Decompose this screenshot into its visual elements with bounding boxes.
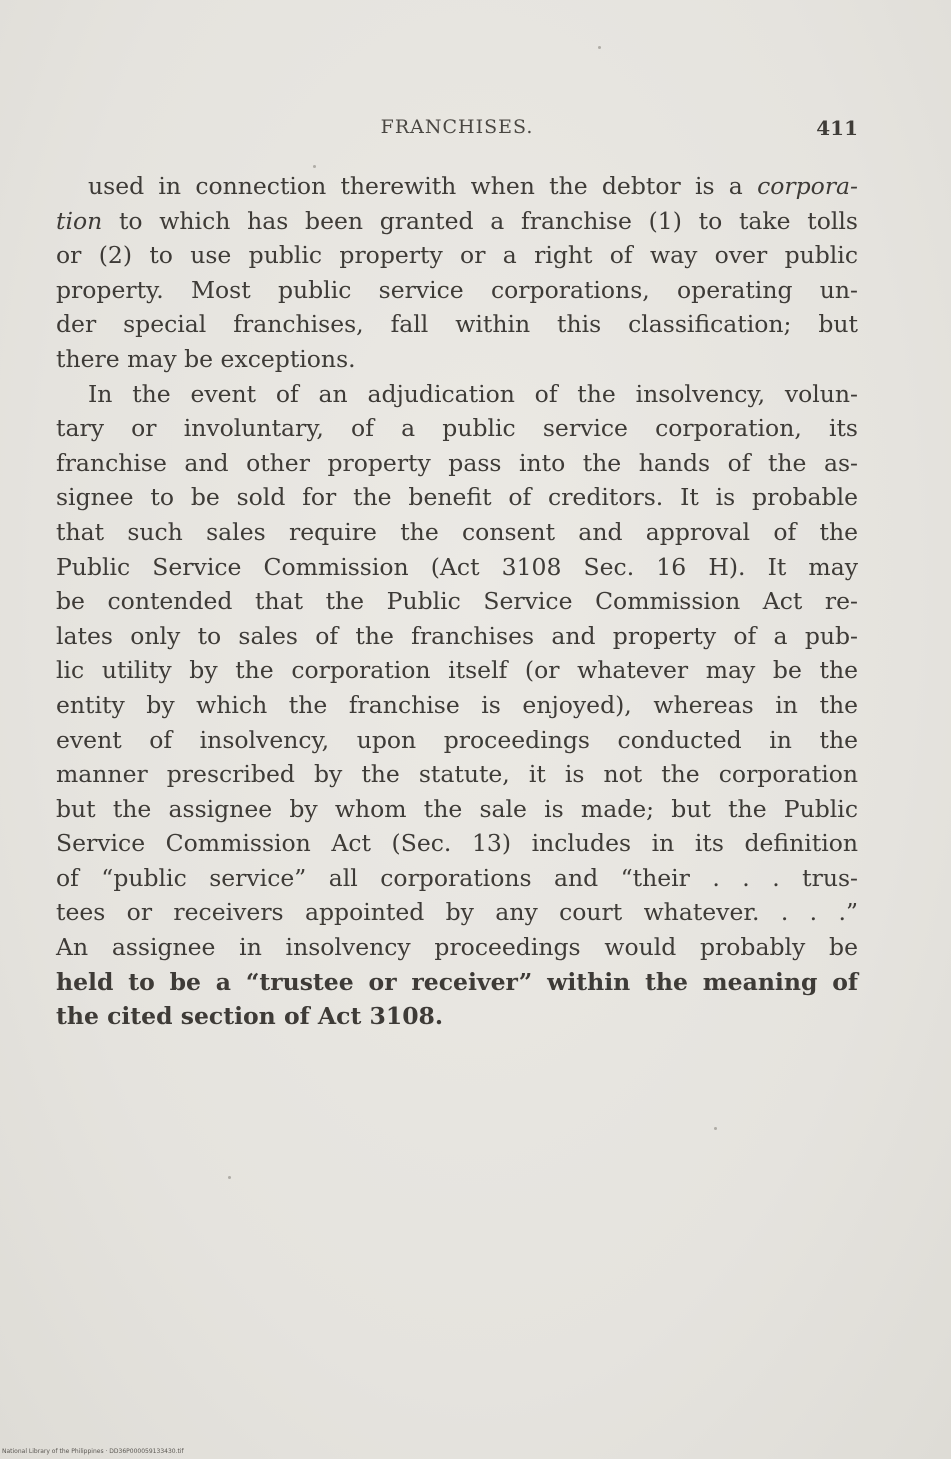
text-line <box>56 930 858 965</box>
text-line <box>56 619 858 654</box>
text-line <box>56 377 858 412</box>
text-segment: there may be exceptions. <box>56 344 356 373</box>
text-line <box>56 307 858 342</box>
text-segment: Service Commission Act (Sec. 13) includes in its definition <box>56 829 858 858</box>
text-segment: manner prescribed by the statute, it is not the corporation <box>56 760 858 789</box>
text-segment: but the assignee by whom the sale is made; but the Public <box>56 794 858 823</box>
text-line <box>56 169 858 204</box>
text-segment: used in connection therewith when the debtor is a <box>88 172 758 200</box>
text-segment: of “public service” all corporations and “their . . . trus- <box>56 863 858 892</box>
text-line <box>56 965 858 1000</box>
text-segment: der special franchises, fall within this classification; but <box>56 310 858 339</box>
text-line <box>56 861 858 896</box>
text-segment: lic utility by the corporation itself (or whatever may be the <box>56 656 858 685</box>
bold-text: the cited section of Act 3108. <box>56 1002 444 1031</box>
text-line <box>56 204 858 239</box>
text-segment: Public Service Commission (Act 3108 Sec. 16 H). It may <box>56 552 858 581</box>
text-line <box>56 411 858 446</box>
text-segment: property. Most public service corporations, operating un- <box>56 275 858 304</box>
text-segment: event of insolvency, upon proceedings conducted in the <box>56 725 858 754</box>
text-line <box>56 480 858 515</box>
scan-footer-stamp: National Library of the Philippines · DD36P000059133430.tif <box>2 1448 184 1455</box>
text-line <box>56 653 858 688</box>
bold-text: held to be a “trustee or receiver” within the meaning of <box>56 967 858 996</box>
italic-text: corpora- <box>757 172 858 200</box>
text-line <box>56 238 858 273</box>
dust-speck <box>313 165 316 168</box>
page-number: 411 <box>816 116 858 140</box>
text-line <box>56 688 858 723</box>
text-segment: tary or involuntary, of a public service corporation, its <box>56 414 858 443</box>
text-line <box>56 446 858 481</box>
text-line <box>56 342 858 377</box>
dust-speck <box>228 1176 231 1179</box>
dust-speck <box>714 1127 717 1130</box>
dust-speck <box>598 46 601 49</box>
text-line <box>56 792 858 827</box>
text-line <box>56 895 858 930</box>
text-segment: be contended that the Public Service Commission Act re- <box>56 587 858 616</box>
text-segment: An assignee in insolvency proceedings would probably be <box>56 933 858 962</box>
text-line <box>56 584 858 619</box>
text-line <box>56 723 858 758</box>
text-segment: signee to be sold for the benefit of creditors. It is probable <box>56 483 858 512</box>
text-line <box>56 826 858 861</box>
text-segment: franchise and other property pass into the hands of the as- <box>56 448 858 477</box>
text-segment: to which has been granted a franchise (1) to take tolls <box>102 206 858 235</box>
text-segment: tees or receivers appointed by any court whatever. . . .” <box>56 898 858 927</box>
text-line <box>56 273 858 308</box>
body-text <box>56 169 858 1034</box>
text-segment: or (2) to use public property or a right of way over public <box>56 241 858 270</box>
text-line <box>56 999 858 1034</box>
text-segment: that such sales require the consent and approval of the <box>56 517 858 546</box>
text-line <box>56 757 858 792</box>
text-segment: entity by which the franchise is enjoyed), whereas in the <box>56 690 858 719</box>
italic-text: tion <box>56 206 103 235</box>
text-line <box>56 550 858 585</box>
text-segment: In the event of an adjudication of the insolvency, volun- <box>88 379 858 408</box>
text-segment: lates only to sales of the franchises and property of a pub- <box>56 621 858 650</box>
text-line <box>56 515 858 550</box>
running-head <box>56 116 858 150</box>
running-title: FRANCHISES. <box>380 116 534 138</box>
